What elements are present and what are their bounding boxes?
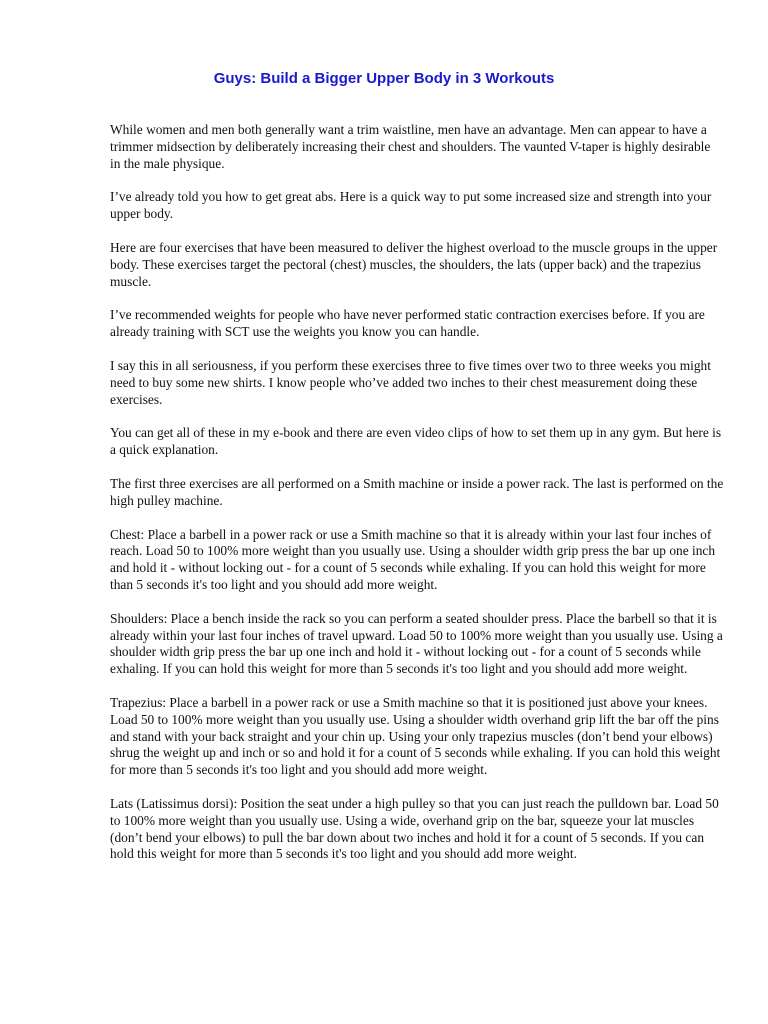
paragraph-chest: Chest: Place a barbell in a power rack or use a Smith machine so that it is already within your last four inches of reach. Load 50 to 100% more weight than you usually use. Using a shoulder width grip press the bar up one inch and hold it - without locking out - for a count of 5 seconds while exhaling. If you can hold this weight for more than 5 seconds it's too light and you should add more weight. <box>110 526 716 592</box>
paragraph-ebook: You can get all of these in my e-book and there are even video clips of how to set them up in any gym. But here is a quick explanation. <box>110 425 722 458</box>
paragraph-shoulders: Shoulders: Place a bench inside the rack so you can perform a seated shoulder press. Place the barbell so that it is already within your last four inches of travel upward. Load 50 to 100% more weight than you usually use. Using a shoulder width grip press the bar up one inch and hold it - without locking out - for a count of 5 seconds while exhaling. If you can hold this weight for more than 5 seconds it's too light and you should add more weight. <box>110 610 723 677</box>
paragraph-seriousness: I say this in all seriousness, if you perform these exercises three to five times over two to three weeks you might need to buy some new shirts. I know people who’ve added two inches to their chest measurement doing these exercises. <box>110 357 711 407</box>
paragraph-equipment: The first three exercises are all performed on a Smith machine or inside a power rack. The last is performed on the high pulley machine. <box>110 475 724 508</box>
paragraph-intro: While women and men both generally want a trim waistline, men have an advantage. Men can appear to have a trimmer midsection by deliberately increasing their chest and shoulders. The vaunted V-taper is highly desirable in the male physique. <box>110 122 711 171</box>
paragraph-lats: Lats (Latissimus dorsi): Position the seat under a high pulley so that you can just reach the pulldown bar. Load 50 to 100% more weight than you usually use. Using a wide, overhand grip on the bar, squeeze your lat muscles (don’t bend your elbows) to pull the bar down about two inches and hold it for a count of 5 seconds. If you can hold this weight for more than 5 seconds it's too light and you should add more weight. <box>110 795 719 862</box>
paragraph-trapezius: Trapezius: Place a barbell in a power rack or use a Smith machine so that it is positioned just above your knees. Load 50 to 100% more weight than you usually use. Using a shoulder width overhand grip lift the bar off the pins and stand with your back straight and your chin up. Using your only trapezius muscles (don’t bend your elbows) shrug the weight up and inch or so and hold it for a count of 5 seconds while exhaling. If you can hold this weight for more than 5 seconds it's too light and you should add more weight. <box>110 694 721 778</box>
document-body <box>110 122 724 880</box>
paragraph-four-exercises: Here are four exercises that have been measured to deliver the highest overload to the muscle groups in the upper body. These exercises target the pectoral (chest) muscles, the shoulders, the lats (upper back) and the trapezius muscle. <box>110 239 718 289</box>
document-title: Guys: Build a Bigger Upper Body in 3 Workouts <box>213 70 555 87</box>
paragraph-weights: I’ve recommended weights for people who have never performed static contraction exercises before. If you are already training with SCT use the weights you know you can handle. <box>110 307 705 340</box>
paragraph-abs: I’ve already told you how to get great abs. Here is a quick way to put some increased size and strength into your upper body. <box>110 189 712 222</box>
